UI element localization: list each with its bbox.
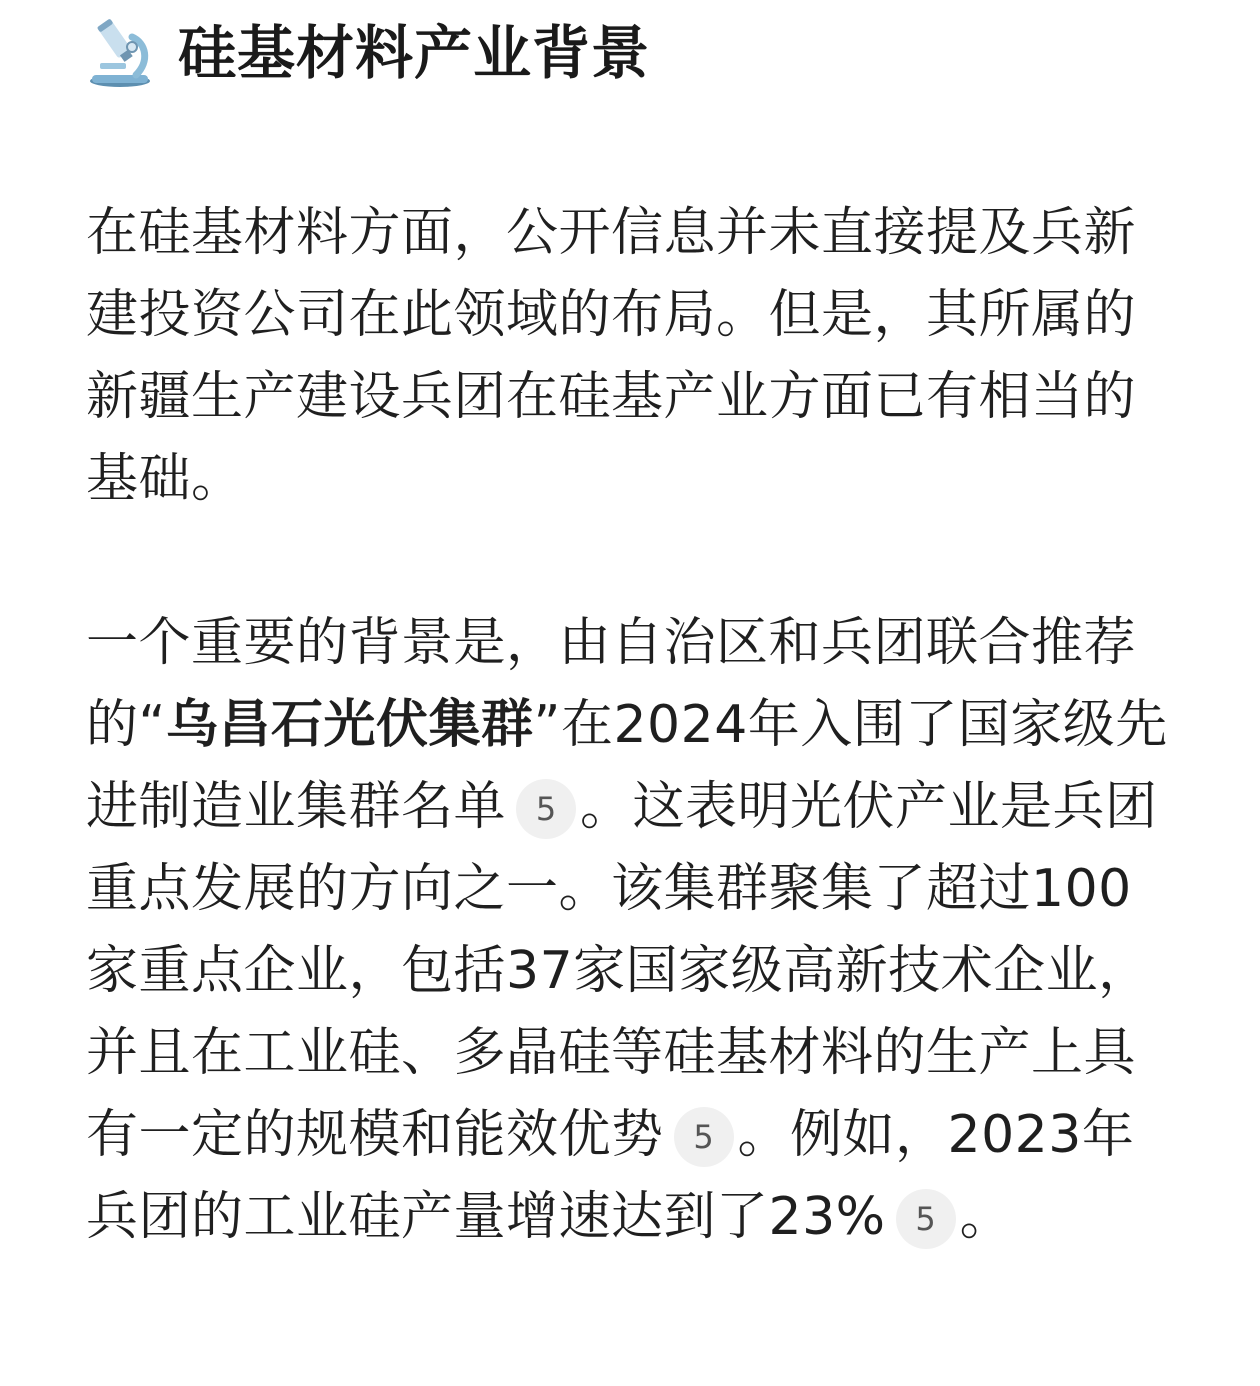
paragraph-1-text: 在硅基材料方面，公开信息并未直接提及兵新建投资公司在此领域的布局。但是，其所属的新疆生产建设兵团在硅基产业方面已有相当的基础。 bbox=[86, 203, 1137, 509]
paragraph-2 bbox=[86, 602, 1176, 1258]
paragraph-2-part-3: 。这表明光伏产业是兵团重点发展的方向之一。该集群聚集了超过100家重点企业，包括37家国家级高新技术企业，并且在工业硅、多晶硅等硅基材料的生产上具有一定的规模和能效优势 bbox=[86, 777, 1158, 1165]
paragraph-2-part-5: 。 bbox=[959, 1187, 1013, 1247]
bold-cluster-name: 乌昌石光伏集群 bbox=[165, 695, 534, 755]
open-quote: “ bbox=[138, 695, 166, 755]
citation-badge[interactable]: 5 bbox=[516, 779, 576, 839]
answer-content bbox=[86, 0, 1176, 1258]
citation-badge[interactable]: 5 bbox=[674, 1107, 734, 1167]
section-heading bbox=[86, 14, 1176, 92]
heading-title: 硅基材料产业背景 bbox=[178, 19, 651, 87]
paragraph-2-part-4: 。例如，2023年兵团的工业硅产量增速达到了23% bbox=[86, 1105, 1135, 1247]
paragraph-1 bbox=[86, 192, 1176, 520]
paragraph-2-part-2: 在2024年入围了国家级先进制造业集群名单 bbox=[86, 695, 1168, 837]
close-quote: ” bbox=[533, 695, 561, 755]
microscope-icon bbox=[86, 17, 154, 89]
paragraph-2-part-1: 一个重要的背景是，由自治区和兵团联合推荐的 bbox=[86, 613, 1137, 755]
citation-badge[interactable]: 5 bbox=[896, 1189, 956, 1249]
